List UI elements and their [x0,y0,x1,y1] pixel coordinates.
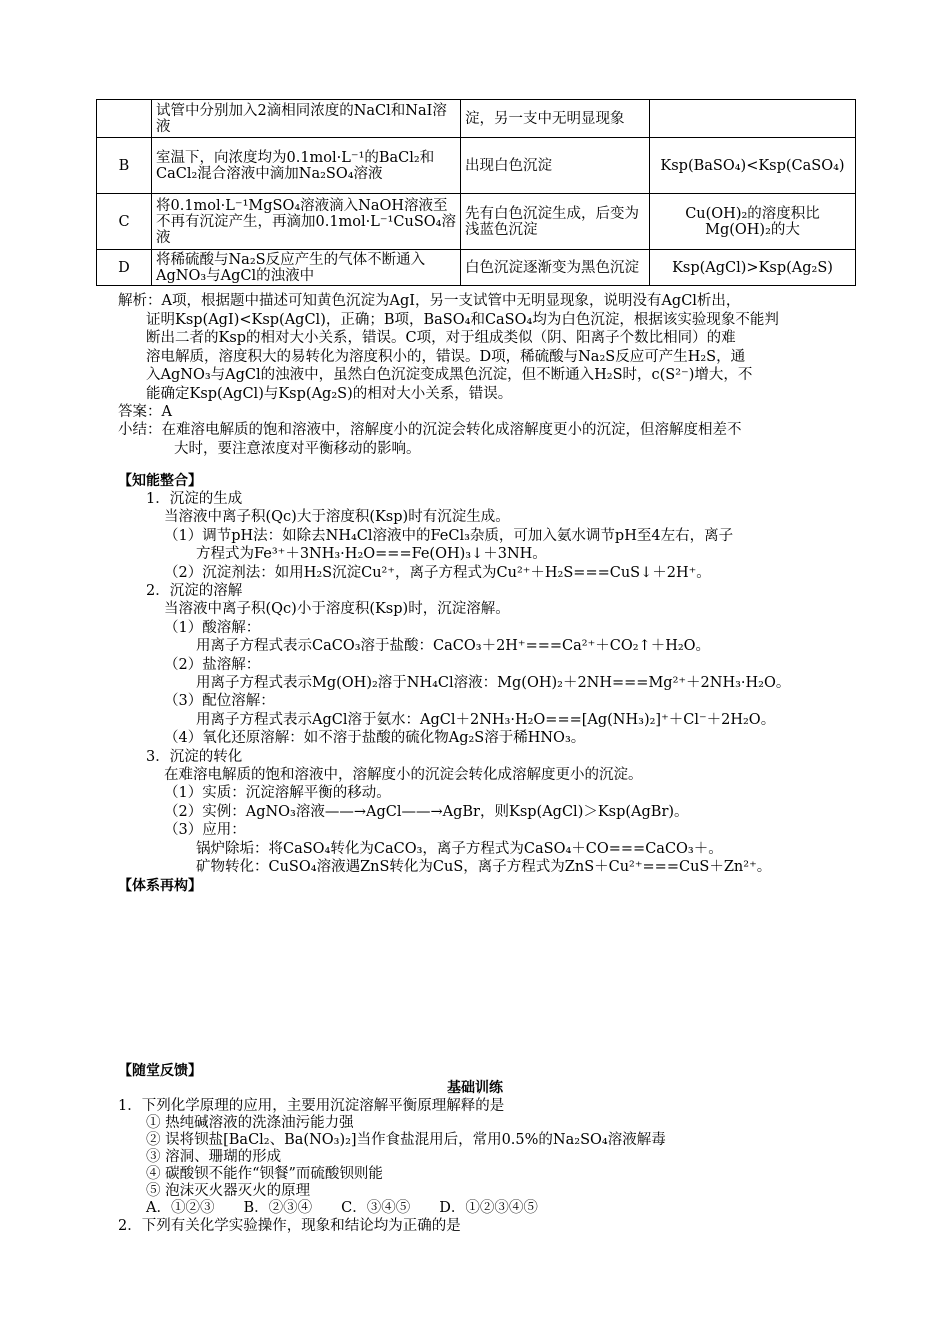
table-row [97,194,856,250]
knowledge-line: （2）沉淀剂法：如用H₂S沉淀Cu²⁺，离子方程式为Cu²⁺＋H₂S===CuS↓＋2H⁺。 [164,564,711,581]
table-row [97,250,856,286]
summary-text: 大时，要注意浓度对平衡移动的影响。 [174,440,421,457]
phenomenon-cell: 淀，另一支中无明显现象 [461,100,650,138]
question-2-stem: 2．下列有关化学实验操作，现象和结论均为正确的是 [118,1218,461,1234]
operation-cell: 将稀硫酸与Na₂S反应产生的气体不断通入AgNO₃与AgCl的浊液中 [152,250,461,286]
analysis-line [118,385,838,404]
question-1-stem: 1．下列化学原理的应用，主要用沉淀溶解平衡原理解释的是 [118,1098,505,1114]
knowledge-line: （4）氧化还原溶解：如不溶于盐酸的硫化物Ag₂S溶于稀HNO₃。 [164,730,586,747]
experiment-table [96,99,856,286]
question-1-item: ③ 溶洞、珊瑚的形成 [146,1149,282,1165]
table-row [97,138,856,194]
knowledge-line: （3）应用： [164,822,246,839]
question-1-item: ① 热纯碱溶液的洗涤油污能力强 [146,1115,354,1131]
question-1-item: ② 误将钡盐[BaCl₂、Ba(NO₃)₂]当作食盐混用后，常用0.5%的Na₂SO₄溶液解毒 [146,1132,666,1148]
knowledge-line: 在难溶电解质的饱和溶液中，溶解度小的沉淀会转化成溶解度更小的沉淀。 [164,767,643,783]
phenomenon-cell: 先有白色沉淀生成，后变为浅蓝色沉淀 [461,194,650,250]
knowledge-line: （2）实例：AgNO₃溶液——→AgCl——→AgBr，则Ksp(AgCl)＞Ksp(AgBr)。 [164,803,689,820]
knowledge-line: （1）调节pH法：如除去NH₄Cl溶液中的FeCl₃杂质，可加入氨水调节pH至4左右，离子 [164,527,734,544]
question-1-item: ④ 碳酸钡不能作“钡餐”而硫酸钡则能 [146,1166,383,1182]
conclusion-cell: Cu(OH)₂的溶度积比Mg(OH)₂的大 [650,194,856,250]
conclusion-cell [650,100,856,138]
question-1-item: ⑤ 泡沫灭火器灭火的原理 [146,1183,311,1199]
feedback-subtitle: 基础训练 [447,1080,503,1096]
knowledge-heading: 【知能整合】 [118,473,202,489]
phenomenon-cell: 白色沉淀逐渐变为黑色沉淀 [461,250,650,286]
knowledge-line: （3）配位溶解： [164,693,275,710]
analysis-text: 证明Ksp(AgI)<Ksp(AgCl)，正确；B项，BaSO₄和CaSO₄均为白色沉淀，根据该实验现象不能判 [146,311,779,328]
phenomenon-cell: 出现白色沉淀 [461,138,650,194]
option-cell: D [97,250,152,286]
summary-text: 在难溶电解质的饱和溶液中，溶解度小的沉淀会转化成溶解度更小的沉淀，但溶解度相差不 [161,422,742,438]
analysis-text: 断出二者的Ksp的相对大小关系，错误。C项，对于组成类似（阴、阳离子个数比相同）的难 [146,330,736,346]
conclusion-cell: Ksp(BaSO₄)<Ksp(CaSO₄) [650,138,856,194]
analysis-text: A项，根据题中描述可知黄色沉淀为AgI，另一支试管中无明显现象，说明没有AgCl析出， [161,293,741,309]
knowledge-line: 用离子方程式表示CaCO₃溶于盐酸：CaCO₃＋2H⁺===Ca²⁺＋CO₂↑＋H₂O。 [196,638,711,655]
summary-label: 小结： [118,422,162,438]
question-1-choices: A．①②③ B．②③④ C．③④⑤ D．①②③④⑤ [146,1200,538,1216]
option-cell: B [97,138,152,194]
analysis-text: 能确定Ksp(AgCl)与Ksp(Ag₂S)的相对大小关系，错误。 [146,385,513,402]
analysis-line [118,292,838,311]
knowledge-line: 锅炉除垢：将CaSO₄转化为CaCO₃，离子方程式为CaSO₄＋CO===CaCO₃＋。 [196,840,723,857]
summary-line [118,421,838,440]
summary-line [118,440,838,459]
knowledge-line: 当溶液中离子积(Qc)大于溶度积(Ksp)时有沉淀生成。 [164,509,510,526]
knowledge-line: 当溶液中离子积(Qc)小于溶度积(Ksp)时，沉淀溶解。 [164,601,510,618]
knowledge-line: （2）盐溶解： [164,656,261,673]
analysis-line [118,348,838,367]
knowledge-line: 方程式为Fe³⁺＋3NH₃·H₂O===Fe(OH)₃↓＋3NH。 [196,546,547,563]
analysis-label: 解析： [118,293,162,309]
conclusion-cell: Ksp(AgCl)>Ksp(Ag₂S) [650,250,856,286]
knowledge-line: 矿物转化：CuSO₄溶液遇ZnS转化为CuS，离子方程式为ZnS＋Cu²⁺===CuS＋Zn²⁺。 [196,859,772,875]
knowledge-line: 2．沉淀的溶解 [146,583,243,599]
analysis-line [118,366,838,385]
system-heading: 【体系再构】 [118,878,202,894]
knowledge-line: 用离子方程式表示Mg(OH)₂溶于NH₄Cl溶液：Mg(OH)₂＋2NH===Mg²⁺＋2NH₃·H₂O。 [196,675,791,691]
feedback-heading: 【随堂反馈】 [118,1063,202,1079]
analysis-text: 入AgNO₃与AgCl的浊液中，虽然白色沉淀变成黑色沉淀，但不断通入H₂S时，c(S²⁻)增大，不 [146,367,753,383]
answer-line [118,403,172,422]
option-cell: C [97,194,152,250]
analysis-block [118,292,838,403]
operation-cell: 试管中分别加入2滴相同浓度的NaCl和NaI溶液 [152,100,461,138]
analysis-line [118,311,838,330]
operation-cell: 将0.1mol·L⁻¹MgSO₄溶液滴入NaOH溶液至不再有沉淀产生，再滴加0.1mol·L⁻¹CuSO₄溶液 [152,194,461,250]
knowledge-line: 用离子方程式表示AgCl溶于氨水：AgCl＋2NH₃·H₂O===[Ag(NH₃)₂]⁺＋Cl⁻＋2H₂O。 [196,711,776,728]
answer-value: A [161,404,172,420]
operation-cell: 室温下，向浓度均为0.1mol·L⁻¹的BaCl₂和CaCl₂混合溶液中滴加Na₂SO₄溶液 [152,138,461,194]
knowledge-line: 1．沉淀的生成 [146,491,243,507]
table-row [97,100,856,138]
knowledge-line: 3．沉淀的转化 [146,748,243,765]
answer-label: 答案： [118,404,162,420]
knowledge-line: （1）酸溶解： [164,619,261,636]
option-cell [97,100,152,138]
analysis-text: 溶电解质，溶度积大的易转化为溶度积小的，错误。D项，稀硫酸与Na₂S反应可产生H₂S，通 [146,348,746,365]
summary-block [118,421,838,458]
knowledge-line: （1）实质：沉淀溶解平衡的移动。 [164,785,391,802]
analysis-line [118,329,838,348]
